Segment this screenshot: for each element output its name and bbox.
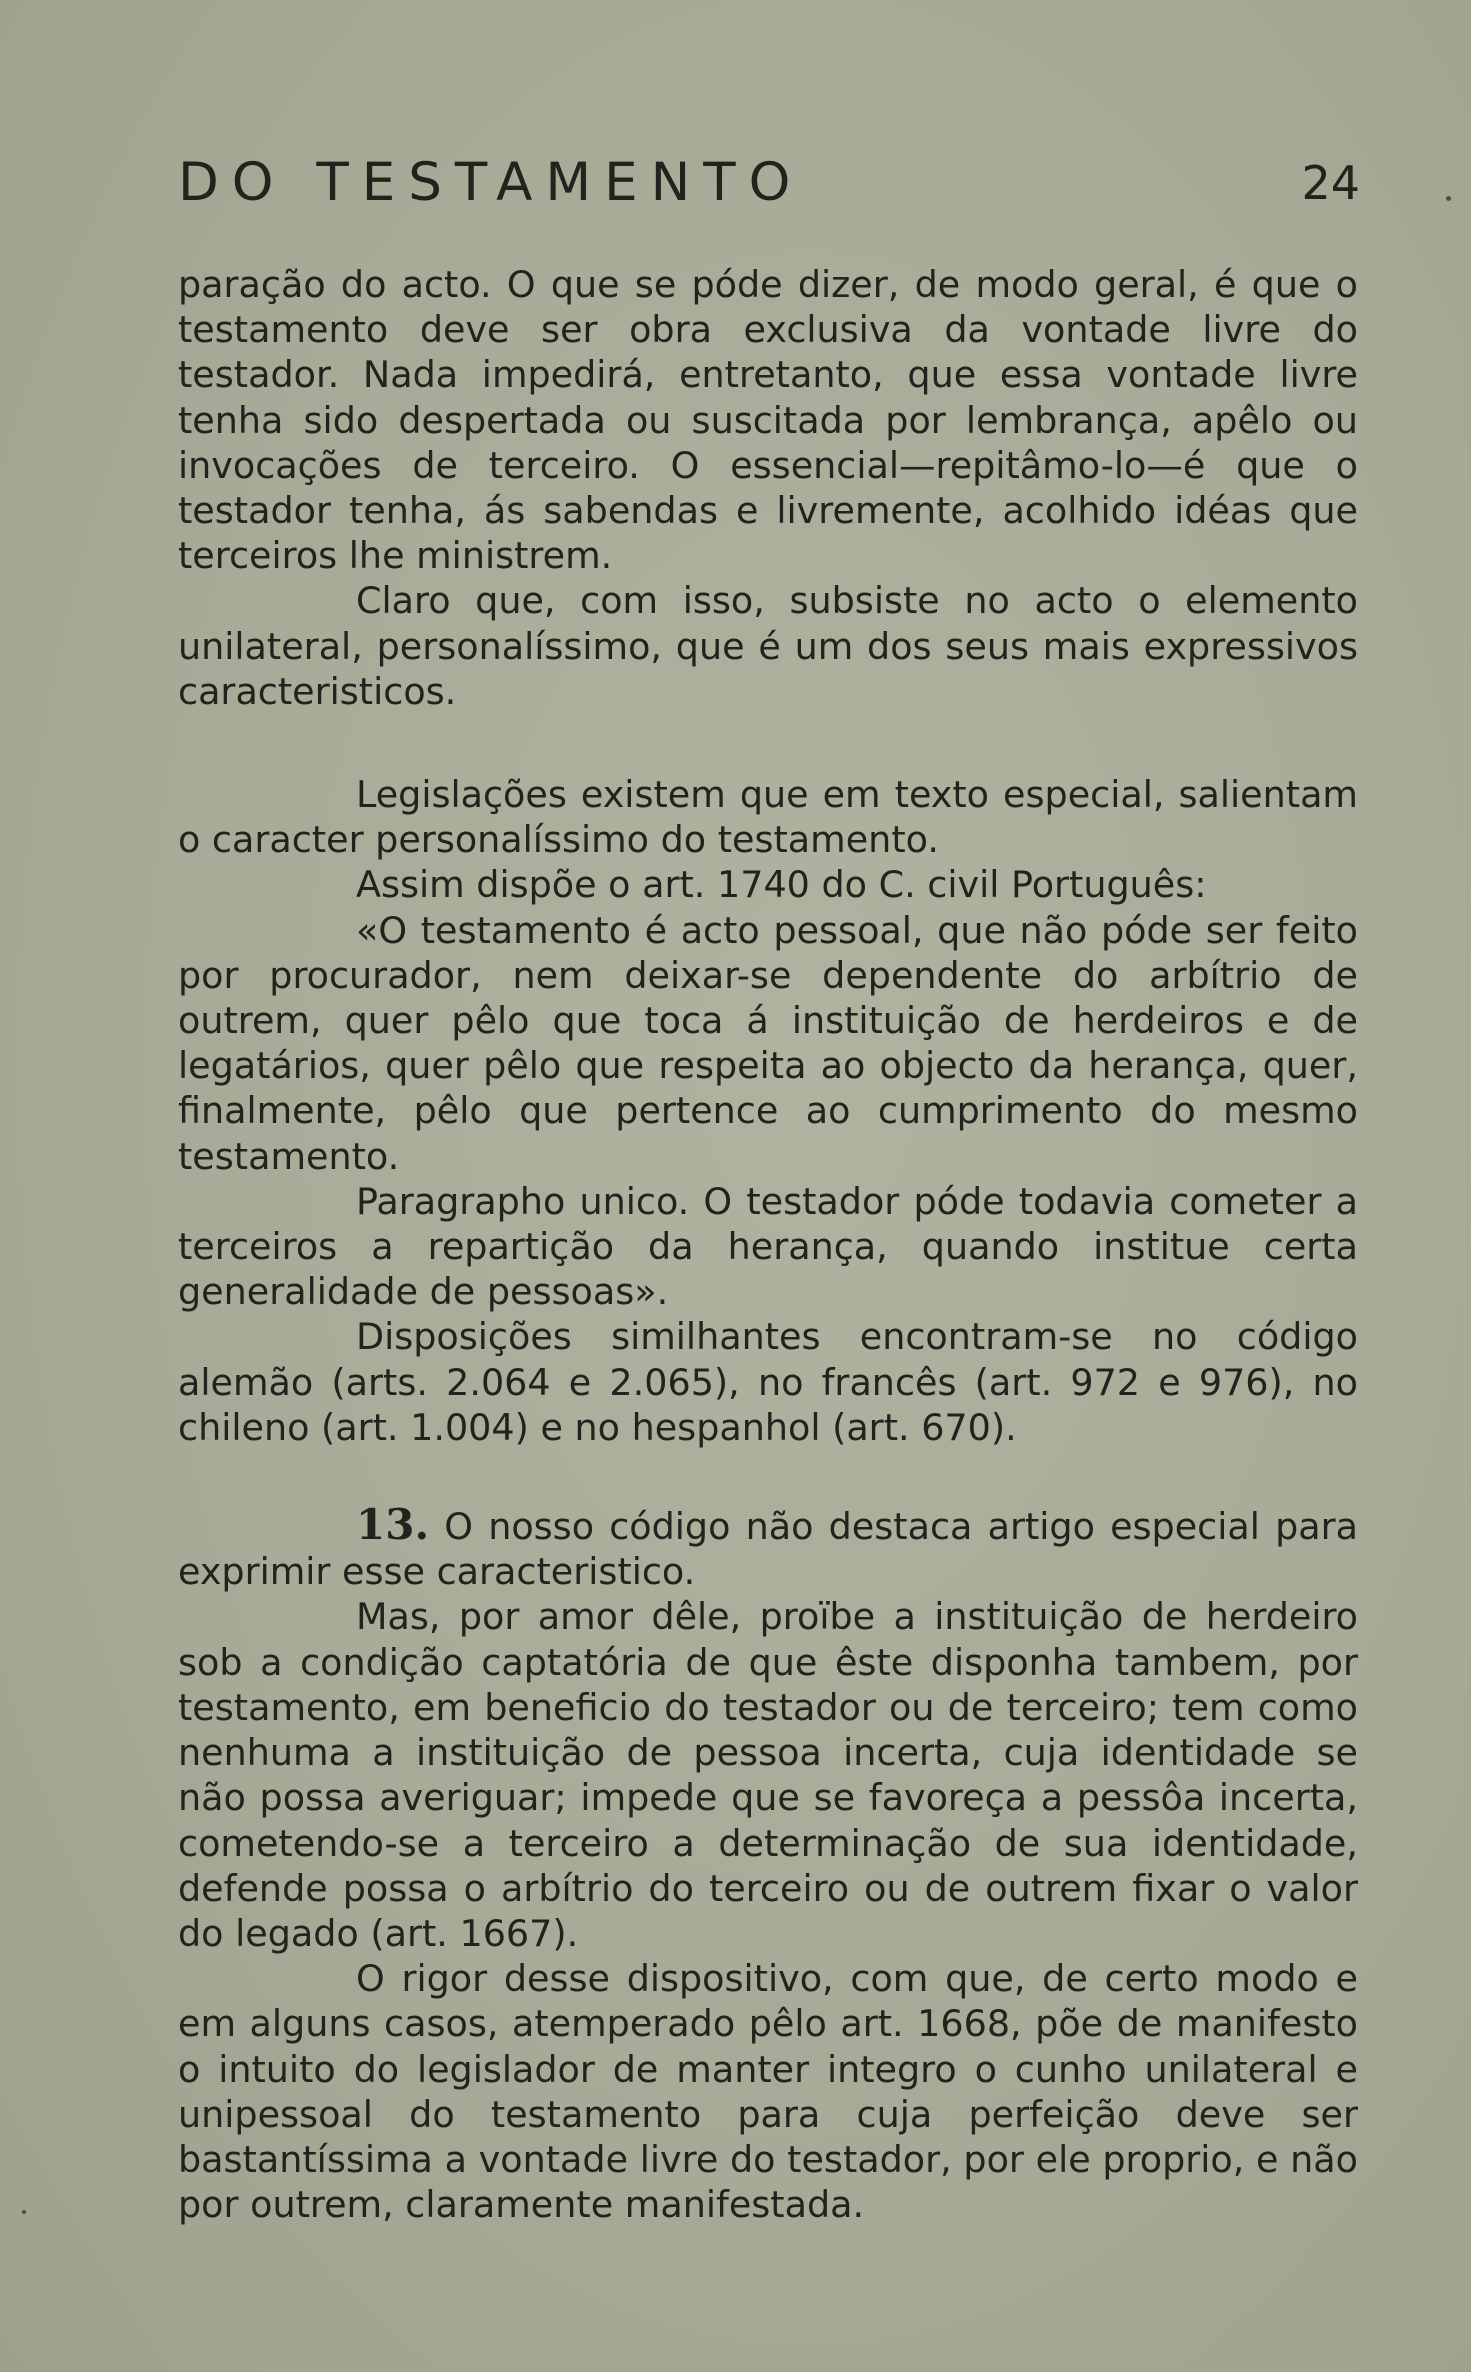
quotation-paragraph: Paragrapho unico. O testador póde todavia cometer a terceiros a repartição da herança, quando institue certa generalidade de pessoas». [178,1179,1358,1314]
paper-speck [22,2210,26,2214]
running-head [178,148,1360,218]
section-paragraph [178,1502,1358,1594]
paragraph: O rigor desse dispositivo, com que, de certo modo e em alguns casos, atemperado pêlo art. 1668, põe de manifesto o intuito do legislador de manter integro o cunho unilateral e unipessoal do testamento para cuja perfeição deve ser bastantíssima a vontade livre do testador, por ele proprio, e não por outrem, claramente manifestada. [178,1957,1358,2227]
page-number: 24 [1301,156,1360,210]
paragraph: Disposições similhantes encontram-se no código alemão (arts. 2.064 e 2.065), no francês (art. 972 e 976), no chileno (art. 1.004) e no hespanhol (art. 670). [178,1315,1358,1449]
body-text [178,262,1358,2227]
paragraph-continuation: paração do acto. O que se póde dizer, de modo geral, é que o testamento deve ser obra exclusiva da vontade livre do testador. Nada impedirá, entretanto, que essa vontade livre tenha sido despertada ou suscitada por lembrança, apêlo ou invocações de terceiro. O essencial—repitâmo-lo—é que o testador tenha, ás sabendas e livremente, acolhido idéas que terceiros lhe ministrem. [178,263,1358,578]
section-text: O nosso código não destaca artigo especial para exprimir esse caracteristico. [178,1505,1359,1594]
paragraph: Mas, por amor dêle, proïbe a instituição de herdeiro sob a condição captatória de que êste disponha tambem, por testamento, em beneficio do testador ou de terceiro; tem como nenhuma a instituição de pessoa incerta, cuja identidade se não possa averiguar; impede que se favoreça a pessôa incerta, cometendo-se a terceiro a determinação de sua identidade, defende possa o arbítrio do terceiro ou de outrem fixar o valor do legado (art. 1667). [178,1595,1358,1955]
paragraph: Claro que, com isso, subsiste no acto o elemento unilateral, personalíssimo, que é um dos seus mais expressivos caracteristicos. [178,579,1358,713]
paper-speck [1446,196,1451,201]
section-number: 13. [356,1500,430,1550]
paragraph: Legislações existem que em texto especial, salientam o caracter personalíssimo do testamento. [178,773,1358,862]
paragraph: Assim dispõe o art. 1740 do C. civil Português: [356,863,1207,907]
running-title: DO TESTAMENTO [178,152,804,213]
quotation-paragraph: «O testamento é acto pessoal, que não póde ser feito por procurador, nem deixar-se dependente do arbítrio de outrem, quer pêlo que toca á instituição de herdeiros e de legatários, quer pêlo que respeita ao objecto da herança, quer, finalmente, pêlo que pertence ao cumprimento do mesmo testamento. [178,908,1358,1178]
